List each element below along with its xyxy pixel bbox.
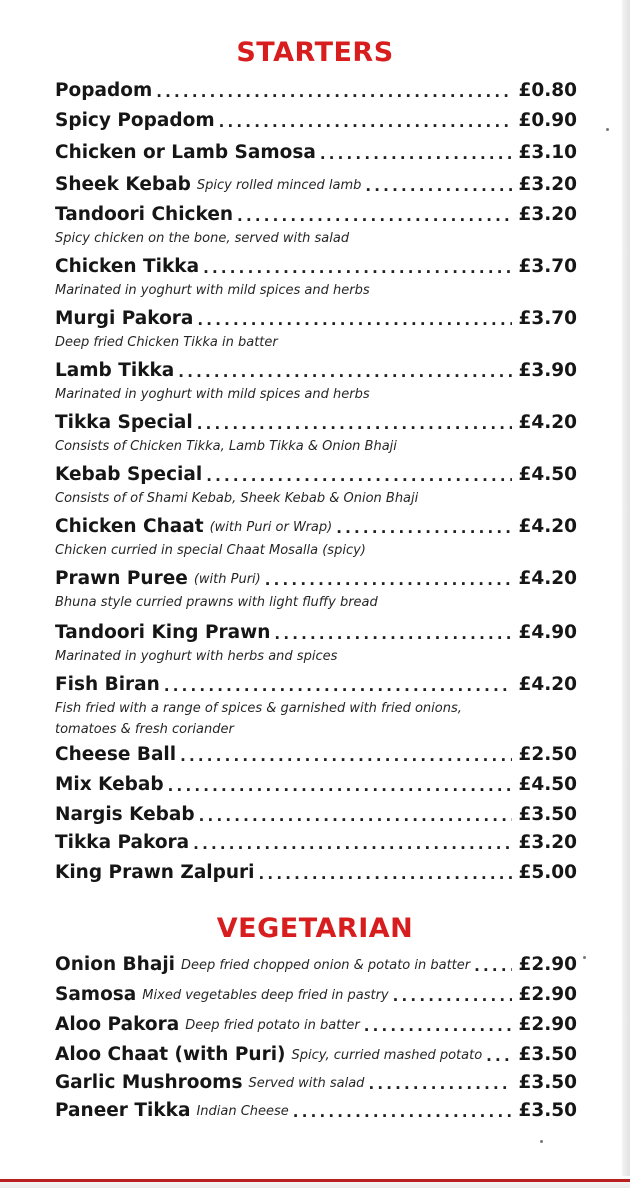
menu-item xyxy=(55,356,577,405)
menu-item-row xyxy=(55,564,577,592)
item-note: Served with salad xyxy=(248,1076,365,1091)
dot-leader xyxy=(156,80,512,104)
dot-leader xyxy=(486,1044,512,1068)
menu-item-row xyxy=(55,356,577,384)
dot-leader xyxy=(265,568,513,592)
menu-item xyxy=(55,1068,577,1096)
menu-item xyxy=(55,1010,577,1038)
scan-speck xyxy=(583,956,586,959)
menu-item xyxy=(55,252,577,301)
item-name: Aloo Chaat (with Puri) xyxy=(55,1044,286,1065)
item-description: Fish fried with a range of spices & garnished with fried onions, tomatoes & fresh coriander xyxy=(55,701,462,737)
item-price: £0.90 xyxy=(518,110,577,131)
menu-item-row xyxy=(55,512,577,540)
dot-leader xyxy=(206,464,512,488)
dot-leader xyxy=(197,308,512,332)
dot-leader xyxy=(365,174,512,198)
item-note: Spicy, curried mashed potato xyxy=(291,1048,483,1063)
item-name: Spicy Popadom xyxy=(55,110,215,131)
menu-item xyxy=(55,980,577,1008)
scan-speck xyxy=(540,1140,543,1143)
item-name: King Prawn Zalpuri xyxy=(55,862,255,883)
menu-item-row xyxy=(55,408,577,436)
menu-item-row xyxy=(55,670,577,698)
menu-item-row xyxy=(55,800,577,828)
menu-item-row xyxy=(55,740,577,768)
item-price: £3.20 xyxy=(518,174,577,195)
menu-item xyxy=(55,1096,577,1124)
item-price: £2.90 xyxy=(518,1014,577,1035)
item-price: £4.50 xyxy=(518,464,577,485)
item-name: Nargis Kebab xyxy=(55,804,195,825)
menu-item xyxy=(55,304,577,353)
item-price: £3.70 xyxy=(518,308,577,329)
dot-leader xyxy=(320,142,513,166)
item-price: £3.20 xyxy=(518,832,577,853)
item-description: Marinated in yoghurt with herbs and spices xyxy=(55,649,338,664)
menu-item xyxy=(55,800,577,828)
menu-item xyxy=(55,1040,577,1068)
vegetarian-heading: VEGETARIAN xyxy=(216,913,414,944)
menu-item-row xyxy=(55,252,577,280)
menu-item-row xyxy=(55,106,577,134)
item-name: Onion Bhaji xyxy=(55,954,175,975)
menu-item-row xyxy=(55,1068,577,1096)
scan-speck xyxy=(606,128,609,131)
item-price: £2.90 xyxy=(518,954,577,975)
menu-item-row xyxy=(55,828,577,856)
item-description: Marinated in yoghurt with mild spices and herbs xyxy=(55,387,370,402)
item-name: Cheese Ball xyxy=(55,744,177,765)
item-price: £0.80 xyxy=(518,80,577,101)
menu-item xyxy=(55,950,577,978)
item-name: Chicken or Lamb Samosa xyxy=(55,142,316,163)
menu-item-row xyxy=(55,200,577,228)
item-description: Deep fried Chicken Tikka in batter xyxy=(55,335,278,350)
item-name: Lamb Tikka xyxy=(55,360,175,381)
menu-item xyxy=(55,564,577,613)
item-price: £3.10 xyxy=(518,142,577,163)
menu-item-row xyxy=(55,304,577,332)
menu-item xyxy=(55,76,577,104)
dot-leader xyxy=(293,1100,513,1124)
menu-item-row xyxy=(55,76,577,104)
page-edge-shadow xyxy=(622,0,630,1188)
item-price: £4.20 xyxy=(518,674,577,695)
menu-item xyxy=(55,106,577,134)
item-name: Tandoori King Prawn xyxy=(55,622,271,643)
menu-item xyxy=(55,858,577,886)
item-note: (with Puri or Wrap) xyxy=(209,520,333,535)
menu-item-row xyxy=(55,858,577,886)
menu-item xyxy=(55,618,577,667)
menu-item xyxy=(55,460,577,509)
menu-item-row xyxy=(55,770,577,798)
dot-leader xyxy=(364,1014,513,1038)
item-price: £3.20 xyxy=(518,204,577,225)
item-note: Deep fried potato in batter xyxy=(185,1018,360,1033)
dot-leader xyxy=(178,360,512,384)
menu-item xyxy=(55,200,577,249)
dot-leader xyxy=(336,516,512,540)
item-price: £3.50 xyxy=(518,1100,577,1121)
item-note: (with Puri) xyxy=(193,572,261,587)
menu-item xyxy=(55,770,577,798)
item-price: £3.90 xyxy=(518,360,577,381)
menu-item-row xyxy=(55,170,577,198)
dot-leader xyxy=(197,412,513,436)
item-price: £5.00 xyxy=(518,862,577,883)
item-description: Spicy chicken on the bone, served with salad xyxy=(55,231,350,246)
dot-leader xyxy=(168,774,513,798)
item-price: £2.50 xyxy=(518,744,577,765)
item-price: £4.20 xyxy=(518,568,577,589)
menu-item-row xyxy=(55,138,577,166)
item-price: £3.50 xyxy=(518,804,577,825)
menu-item xyxy=(55,828,577,856)
item-name: Paneer Tikka xyxy=(55,1100,191,1121)
menu-item xyxy=(55,740,577,768)
menu-item-row xyxy=(55,618,577,646)
item-name: Tandoori Chicken xyxy=(55,204,234,225)
item-price: £4.50 xyxy=(518,774,577,795)
item-name: Popadom xyxy=(55,80,153,101)
item-name: Tikka Special xyxy=(55,412,193,433)
dot-leader xyxy=(368,1072,512,1096)
menu-item xyxy=(55,408,577,457)
menu-item xyxy=(55,170,577,198)
item-name: Prawn Puree xyxy=(55,568,188,589)
dot-leader xyxy=(164,674,513,698)
page-bottom-red-line xyxy=(0,1179,630,1182)
item-name: Mix Kebab xyxy=(55,774,164,795)
menu-item-row xyxy=(55,1096,577,1124)
item-name: Fish Biran xyxy=(55,674,160,695)
item-name: Chicken Chaat xyxy=(55,516,204,537)
item-name: Sheek Kebab xyxy=(55,174,191,195)
item-note: Indian Cheese xyxy=(196,1104,289,1119)
starters-heading: STARTERS xyxy=(236,37,394,68)
item-price: £4.20 xyxy=(518,412,577,433)
item-name: Chicken Tikka xyxy=(55,256,200,277)
item-price: £3.50 xyxy=(518,1072,577,1093)
item-name: Garlic Mushrooms xyxy=(55,1072,243,1093)
item-description: Marinated in yoghurt with mild spices and herbs xyxy=(55,283,370,298)
item-name: Murgi Pakora xyxy=(55,308,194,329)
dot-leader xyxy=(237,204,512,228)
menu-item-row xyxy=(55,950,577,978)
dot-leader xyxy=(193,832,512,856)
dot-leader xyxy=(259,862,513,886)
menu-item xyxy=(55,138,577,166)
dot-leader xyxy=(393,984,513,1008)
dot-leader xyxy=(203,256,512,280)
item-description: Bhuna style curried prawns with light fluffy bread xyxy=(55,595,378,610)
menu-item-row xyxy=(55,980,577,1008)
dot-leader xyxy=(274,622,512,646)
menu-item xyxy=(55,512,577,561)
item-price: £4.20 xyxy=(518,516,577,537)
item-price: £2.90 xyxy=(518,984,577,1005)
menu-item-row xyxy=(55,1040,577,1068)
item-price: £3.70 xyxy=(518,256,577,277)
item-name: Tikka Pakora xyxy=(55,832,190,853)
menu-item-row xyxy=(55,460,577,488)
item-note: Deep fried chopped onion & potato in batter xyxy=(181,958,471,973)
dot-leader xyxy=(199,804,513,828)
item-price: £3.50 xyxy=(518,1044,577,1065)
item-description: Chicken curried in special Chaat Mosalla (spicy) xyxy=(55,543,366,558)
dot-leader xyxy=(219,110,513,134)
item-name: Kebab Special xyxy=(55,464,203,485)
dot-leader xyxy=(474,954,512,978)
menu-item-row xyxy=(55,1010,577,1038)
dot-leader xyxy=(180,744,512,768)
item-name: Aloo Pakora xyxy=(55,1014,180,1035)
item-note: Mixed vegetables deep fried in pastry xyxy=(142,988,389,1003)
page-bottom-edge xyxy=(0,1176,630,1188)
menu-item xyxy=(55,670,577,740)
item-description: Consists of of Shami Kebab, Sheek Kebab & Onion Bhaji xyxy=(55,491,419,506)
item-price: £4.90 xyxy=(518,622,577,643)
item-description: Consists of Chicken Tikka, Lamb Tikka & Onion Bhaji xyxy=(55,439,397,454)
item-note: Spicy rolled minced lamb xyxy=(196,178,362,193)
item-name: Samosa xyxy=(55,984,137,1005)
